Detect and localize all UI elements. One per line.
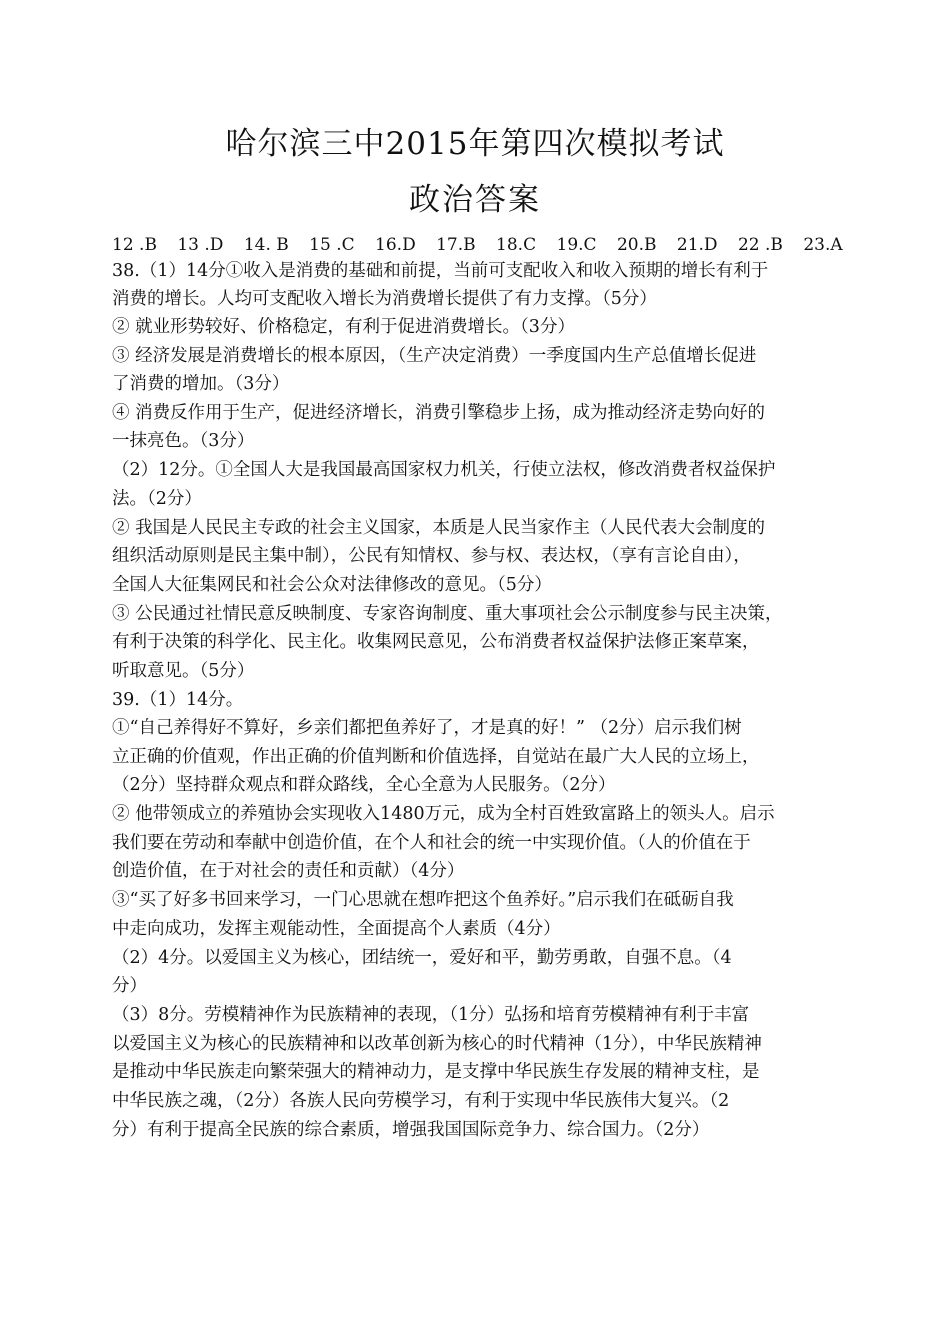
text-line: 我们要在劳动和奉献中创造价值，在个人和社会的统一中实现价值。（人的价值在于	[112, 833, 751, 853]
text-line: 中走向成功，发挥主观能动性，全面提高个人素质（4分）	[112, 919, 561, 939]
answer-item: 12 .B	[112, 235, 157, 255]
answer-item: 18.C	[496, 235, 537, 255]
text-line: 了消费的增加。（3分）	[112, 374, 290, 394]
text-line: （3）8分。劳模精神作为民族精神的表现，（1分）弘扬和培育劳模精神有利于丰富	[112, 1005, 750, 1025]
text-line: （2）4分。以爱国主义为核心，团结统一，爱好和平，勤劳勇敢，自强不息。（4	[112, 948, 732, 968]
text-line: ② 他带领成立的养殖协会实现收入1480万元，成为全村百姓致富路上的领头人。启示	[112, 804, 775, 824]
document-title: 哈尔滨三中2015年第四次模拟考试	[225, 126, 725, 162]
text-line: ①“自己养得好不算好，乡亲们都把鱼养好了，才是真的好！” （2分）启示我们树	[112, 718, 742, 738]
answer-item: 22 .B	[737, 235, 783, 255]
text-line: ④ 消费反作用于生产，促进经济增长，消费引擎稳步上扬，成为推动经济走势向好的	[112, 403, 766, 423]
answer-item: 21.D	[676, 235, 718, 255]
document-subtitle: 政治答案	[409, 182, 541, 218]
answer-item: 19.C	[556, 235, 597, 255]
text-line: 一抹亮色。（3分）	[112, 431, 255, 451]
multiple-choice-answers	[112, 231, 858, 259]
text-line: 是推动中华民族走向繁荣强大的精神动力，是支撑中华民族生存发展的精神支柱，是	[112, 1062, 760, 1082]
answer-item: 13 .D	[177, 235, 224, 255]
text-line: 39.（1）14分。	[112, 690, 244, 710]
text-line: ② 就业形势较好、价格稳定，有利于促进消费增长。（3分）	[112, 317, 575, 337]
text-line: 分）有利于提高全民族的综合素质，增强我国国际竞争力、综合国力。（2分）	[112, 1120, 710, 1140]
answer-item: 14. B	[243, 235, 289, 255]
text-line: ③“买了好多书回来学习，一门心思就在想咋把这个鱼养好。”启示我们在砥砺自我	[112, 890, 734, 910]
text-line: 消费的增长。人均可支配收入增长为消费增长提供了有力支撑。（5分）	[112, 289, 657, 309]
text-line: 法。（2分）	[112, 489, 202, 509]
text-line: ② 我国是人民民主专政的社会主义国家，本质是人民当家作主（人民代表大会制度的	[112, 518, 766, 538]
text-line: 以爱国主义为核心的民族精神和以改革创新为核心的时代精神（1分），中华民族精神	[112, 1034, 762, 1054]
answer-item: 17.B	[436, 235, 476, 255]
text-line: （2分）坚持群众观点和群众路线，全心全意为人民服务。（2分）	[112, 775, 616, 795]
answer-item: 23.A	[803, 235, 843, 255]
text-line: 全国人大征集网民和社会公众对法律修改的意见。（5分）	[112, 575, 552, 595]
answer-item: 16.D	[375, 235, 416, 255]
text-line: 立正确的价值观，作出正确的价值判断和价值选择，自觉站在最广大人民的立场上，	[112, 747, 760, 767]
text-line: 创造价值，在于对社会的责任和贡献）（4分）	[112, 861, 465, 881]
text-line: 有利于决策的科学化、民主化。收集网民意见，公布消费者权益保护法修正案草案，	[112, 632, 760, 652]
text-line: 中华民族之魂，（2分）各族人民向劳模学习，有利于实现中华民族伟大复兴。（2	[112, 1091, 730, 1111]
text-line: 听取意见。（5分）	[112, 661, 255, 681]
text-line: 分）	[112, 976, 147, 996]
text-line: 组织活动原则是民主集中制），公民有知情权、参与权、表达权，（享有言论自由），	[112, 546, 751, 566]
text-line: （2）12分。①全国人大是我国最高国家权力机关，行使立法权，修改消费者权益保护	[112, 460, 776, 480]
text-line: ③ 公民通过社情民意反映制度、专家咨询制度、重大事项社会公示制度参与民主决策，	[112, 604, 783, 624]
answer-item: 15 .C	[309, 235, 355, 255]
text-line: 38.（1）14分①收入是消费的基础和前提，当前可支配收入和收入预期的增长有利于	[112, 261, 769, 281]
text-line: ③ 经济发展是消费增长的根本原因，（生产决定消费）一季度国内生产总值增长促进	[112, 346, 757, 366]
answer-item: 20.B	[616, 235, 657, 255]
